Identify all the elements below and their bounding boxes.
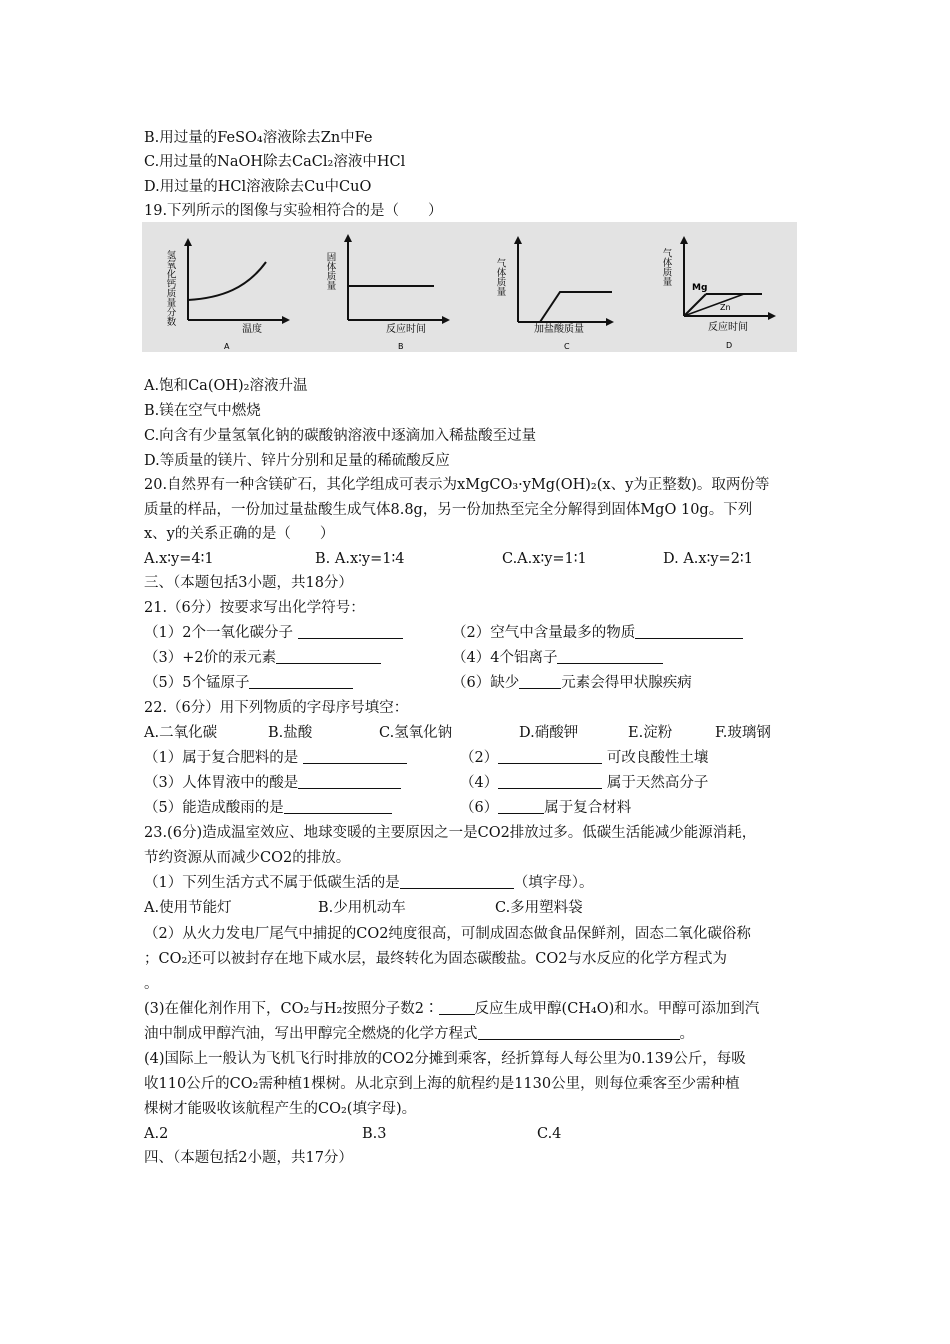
graph-a-ylabel: 氢氧化钙质量分数 — [164, 250, 176, 326]
graph-b-letter: B — [398, 342, 404, 351]
q22-option-c: C.氢氧化钠 — [379, 725, 453, 741]
answer-blank[interactable] — [249, 673, 353, 689]
graph-d-curve-mg: Mg — [692, 283, 708, 293]
q22-option-a: A.二氧化碳 — [144, 725, 218, 741]
graph-c-ylabel: 气体质量 — [494, 258, 506, 296]
q23-part-3-line-1: (3)在催化剂作用下，CO₂与H₂按照分子数2∶ 反应生成甲醇(CH₄O)和水。甲醇可添加到汽 — [144, 1001, 760, 1017]
answer-blank[interactable] — [284, 798, 392, 814]
q22-item-3: （3）人体胃液中的酸是 — [144, 773, 401, 793]
section-3-heading: 三、（本题包括3小题，共18分） — [144, 575, 353, 591]
q21-stem: 21.（6分）按要求写出化学符号： — [144, 600, 365, 616]
q22-option-f: F.玻璃钢 — [715, 725, 771, 741]
graph-a-letter: A — [224, 342, 230, 351]
graph-d-ylabel: 气体质量 — [660, 248, 672, 286]
answer-blank[interactable] — [478, 1024, 680, 1040]
q19-option-b: B.镁在空气中燃烧 — [144, 403, 261, 419]
answer-blank[interactable] — [635, 623, 743, 639]
q22-item-2: （2） 可改良酸性土壤 — [460, 750, 709, 766]
q20-option-b: B. A.x∶y=1∶4 — [315, 551, 405, 567]
q22-item-5: （5）能造成酸雨的是 — [144, 798, 392, 818]
q23-part-4-line-2: 收110公斤的CO₂需种植1棵树。从北京到上海的航程约是1130公里，则每位乘客至少需种植 — [144, 1076, 740, 1092]
q20-option-c: C.A.x∶y=1∶1 — [502, 551, 587, 567]
q22-stem: 22.（6分）用下列物质的字母序号填空： — [144, 700, 409, 716]
q23-part-2-line-2: ；CO₂还可以被封存在地下咸水层，最终转化为固态碳酸盐。CO2与水反应的化学方程式为 — [144, 951, 727, 967]
answer-blank[interactable] — [498, 748, 602, 764]
answer-blank[interactable] — [303, 748, 407, 764]
graph-b-xlabel: 反应时间 — [386, 324, 426, 335]
q19-option-a: A.饱和Ca(OH)₂溶液升温 — [144, 378, 308, 394]
q19-stem: 19.下列所示的图像与实验相符合的是（ ） — [144, 203, 443, 219]
answer-blank[interactable] — [498, 773, 602, 789]
answer-blank[interactable] — [498, 798, 544, 814]
answer-blank[interactable] — [557, 648, 663, 664]
q21-item-2: （2）空气中含量最多的物质 — [452, 623, 743, 643]
q23-part-4-line-1: (4)国际上一般认为飞机飞行时排放的CO2分摊到乘客，经折算每人每公里为0.139公斤，每吸 — [144, 1051, 746, 1067]
q18-option-b: B.用过量的FeSO₄溶液除去Zn中Fe — [144, 130, 373, 146]
graph-b-ylabel: 固体质量 — [324, 252, 336, 290]
answer-blank[interactable] — [519, 673, 561, 689]
q18-option-d: D.用过量的HCl溶液除去Cu中CuO — [144, 179, 372, 195]
q20-stem-3: x、y的关系正确的是（ ） — [144, 526, 335, 542]
answer-blank[interactable] — [298, 773, 401, 789]
q22-option-d: D.硝酸钾 — [519, 725, 579, 741]
q19-option-c: C.向含有少量氢氧化钠的碳酸钠溶液中逐滴加入稀盐酸至过量 — [144, 428, 537, 444]
q21-item-6: （6）缺少 元素会得甲状腺疾病 — [452, 675, 692, 691]
q20-option-a: A.x∶y=4∶1 — [144, 551, 214, 567]
q22-item-1: （1）属于复合肥料的是 — [144, 748, 407, 768]
q23-stem-2: 节约资源从而减少CO2的排放。 — [144, 850, 351, 866]
q19-option-d: D.等质量的镁片、锌片分别和足量的稀硫酸反应 — [144, 453, 450, 469]
q21-item-5: （5）5个锰原子 — [144, 673, 353, 693]
q21-item-1: （1）2个一氧化碳分子 — [144, 623, 403, 643]
graph-d-xlabel: 反应时间 — [708, 322, 748, 333]
q23-part-1-option-b: B.少用机动车 — [318, 900, 406, 916]
answer-blank[interactable] — [400, 873, 514, 889]
graph-c-xlabel: 加盐酸质量 — [534, 324, 584, 335]
graph-c-letter: C — [564, 342, 570, 351]
q21-item-3: （3）+2价的汞元素 — [144, 648, 381, 668]
q22-option-b: B.盐酸 — [268, 725, 313, 741]
q22-item-4: （4） 属于天然高分子 — [460, 775, 709, 791]
q22-option-e: E.淀粉 — [628, 725, 673, 741]
q23-part-1: （1）下列生活方式不属于低碳生活的是 （填字母）。 — [144, 875, 594, 891]
q23-part-4-option-a: A.2 — [144, 1126, 169, 1142]
q23-stem-1: 23.(6分)造成温室效应、地球变暖的主要原因之一是CO2排放过多。低碳生活能减少能源消耗， — [144, 825, 757, 841]
q23-part-1-option-a: A.使用节能灯 — [144, 900, 232, 916]
graph-a — [165, 238, 291, 351]
q23-part-4-option-c: C.4 — [537, 1126, 562, 1142]
graph-d-letter: D — [726, 341, 733, 350]
q23-part-4-option-b: B.3 — [362, 1126, 387, 1142]
graph-d-curve-zn: Zn — [720, 303, 731, 312]
q23-part-1-option-c: C.多用塑料袋 — [495, 900, 583, 916]
graph-b — [325, 234, 451, 351]
q23-part-2-line-1: （2）从火力发电厂尾气中捕捉的CO2纯度很高，可制成固态做食品保鲜剂，固态二氧化碳俗称 — [144, 926, 751, 942]
q23-part-2-line-3: 。 — [144, 976, 159, 992]
graph-a-xlabel: 温度 — [242, 324, 262, 335]
q20-option-d: D. A.x∶y=2∶1 — [663, 551, 753, 567]
q23-part-3-line-2: 油中制成甲醇汽油，写出甲醇完全燃烧的化学方程式 。 — [144, 1026, 694, 1042]
answer-blank[interactable] — [298, 623, 403, 639]
answer-blank[interactable] — [276, 648, 381, 664]
q20-stem-2: 质量的样品，一份加过量盐酸生成气体8.8g，另一份加热至完全分解得到固体MgO 10g。下列 — [144, 502, 753, 518]
q20-stem-1: 20.自然界有一种含镁矿石，其化学组成可表示为xMgCO₃·yMg(OH)₂(x、y为正整数)。取两份等 — [144, 477, 770, 493]
q22-item-6: （6） 属于复合材料 — [460, 800, 632, 816]
q21-item-4: （4）4个铝离子 — [452, 648, 663, 668]
q18-option-c: C.用过量的NaOH除去CaCl₂溶液中HCl — [144, 154, 406, 170]
graph-d — [661, 236, 777, 350]
q23-part-4-line-3: 棵树才能吸收该航程产生的CO₂(填字母)。 — [144, 1101, 417, 1117]
section-4-heading: 四、（本题包括2小题，共17分） — [144, 1150, 353, 1166]
q19-figure — [142, 222, 797, 352]
graph-c — [495, 236, 615, 351]
answer-blank[interactable] — [439, 999, 475, 1015]
